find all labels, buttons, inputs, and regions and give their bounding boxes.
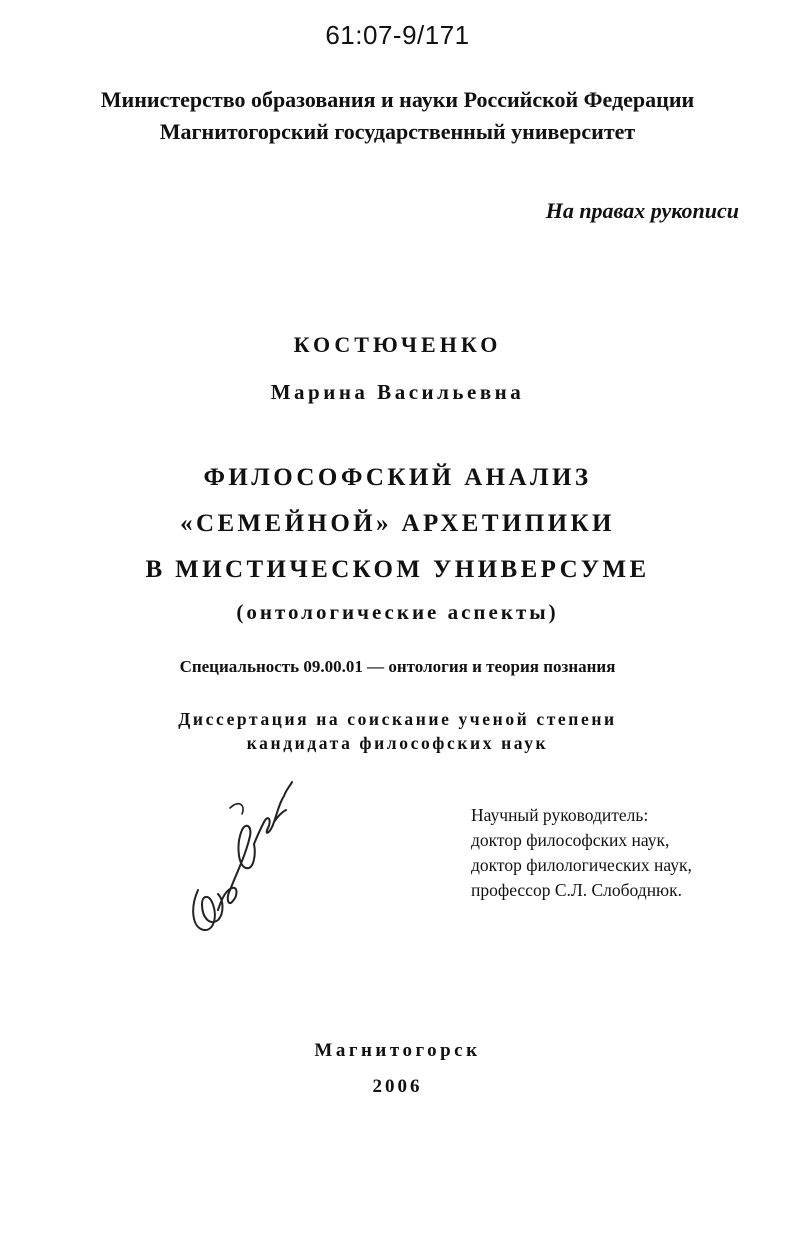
subtitle: (онтологические аспекты) bbox=[236, 600, 559, 624]
year: 2006 bbox=[372, 1076, 423, 1097]
university-name: Магнитогорский государственный университет bbox=[159, 119, 636, 144]
rights-note: На правах рукописи bbox=[545, 198, 739, 223]
title-line-3: В МИСТИЧЕСКОМ УНИВЕРСУМЕ bbox=[145, 556, 650, 583]
advisor-degree-1: доктор философских наук, bbox=[471, 830, 670, 850]
title-line-2: «СЕМЕЙНОЙ» АРХЕТИПИКИ bbox=[180, 510, 615, 537]
advisor-degree-2: доктор филологических наук, bbox=[471, 855, 692, 875]
signature-icon bbox=[188, 770, 298, 945]
title-line-1: ФИЛОСОФСКИЙ АНАЛИЗ bbox=[203, 464, 592, 491]
city: Магнитогорск bbox=[314, 1040, 481, 1061]
advisor-heading: Научный руководитель: bbox=[471, 805, 649, 825]
degree-statement bbox=[0, 707, 795, 755]
ministry-name: Министерство образования и науки Российской Федерации bbox=[100, 87, 695, 112]
specialty: Специальность 09.00.01 — онтология и теория познания bbox=[179, 657, 616, 676]
degree-line-2: кандидата философских наук bbox=[246, 733, 549, 753]
scientific-advisor bbox=[471, 803, 692, 903]
shelf-mark: 61:07-9/171 bbox=[325, 20, 470, 50]
dissertation-title bbox=[0, 455, 795, 593]
advisor-name: профессор С.Л. Слободнюк. bbox=[471, 880, 683, 900]
author-given-names: Марина Васильевна bbox=[270, 380, 525, 404]
degree-line-1: Диссертация на соискание ученой степени bbox=[178, 709, 617, 729]
author-surname: КОСТЮЧЕНКО bbox=[293, 332, 502, 357]
institution-header bbox=[0, 84, 795, 148]
